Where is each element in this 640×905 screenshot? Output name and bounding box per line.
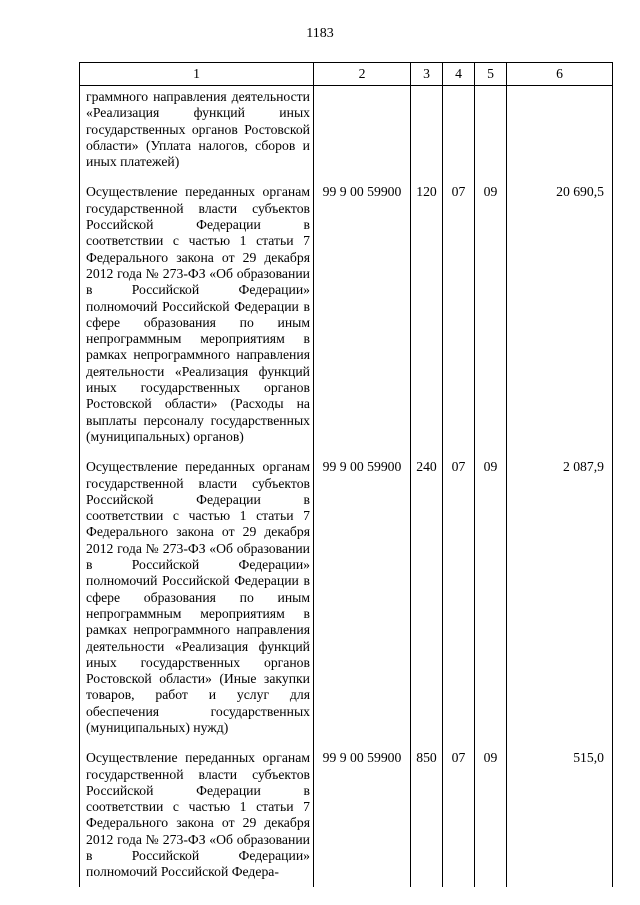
section-code	[443, 86, 475, 183]
table-row	[80, 457, 613, 748]
page-number: 1183	[306, 26, 334, 41]
column-header-3: 3	[411, 63, 443, 86]
section-code: 07	[443, 182, 475, 457]
row-description: Осуществление переданных органам государственной власти субъектов Российской Федерации в соответствии с частью 1 статьи 7 Федерального закона от 29 декабря 2012 года № 273-ФЗ «Об образовании в Российской Федерации» полномочий Российской Федера-	[80, 748, 314, 886]
budget-table	[79, 62, 613, 887]
expense-type-code: 240	[411, 457, 443, 748]
section-code: 07	[443, 457, 475, 748]
column-header-6: 6	[507, 63, 613, 86]
expense-type-code	[411, 86, 443, 183]
amount: 2 087,9	[507, 457, 613, 748]
target-article-code	[314, 86, 411, 183]
table-row	[80, 748, 613, 886]
column-header-1: 1	[80, 63, 314, 86]
column-header-2: 2	[314, 63, 411, 86]
row-description: Осуществление переданных органам государственной власти субъектов Российской Федерации в соответствии с частью 1 статьи 7 Федерального закона от 29 декабря 2012 года № 273-ФЗ «Об образовании в Российской Федерации» полномочий Российской Федерации в сфере образования по иным непрограммным мероприятиям в рамках непрограммного направления деятельности «Реализация функций иных государственных органов Ростовской области» (Расходы на выплаты персоналу государственных (муниципальных) органов)	[80, 182, 314, 457]
row-description: Осуществление переданных органам государственной власти субъектов Российской Федерации в соответствии с частью 1 статьи 7 Федерального закона от 29 декабря 2012 года № 273-ФЗ «Об образовании в Российской Федерации» полномочий Российской Федерации в сфере образования по иным непрограммным мероприятиям в рамках непрограммного направления деятельности «Реализация функций иных государственных органов Ростовской области» (Иные закупки товаров, работ и услуг для обеспечения государственных (муниципальных) нужд)	[80, 457, 314, 748]
column-header-4: 4	[443, 63, 475, 86]
amount: 20 690,5	[507, 182, 613, 457]
expense-type-code: 850	[411, 748, 443, 886]
subsection-code: 09	[475, 182, 507, 457]
target-article-code: 99 9 00 59900	[314, 182, 411, 457]
subsection-code: 09	[475, 457, 507, 748]
expense-type-code: 120	[411, 182, 443, 457]
subsection-code: 09	[475, 748, 507, 886]
row-description: граммного направления деятельности «Реализация функций иных государственных органов Ростовской области» (Уплата налогов, сборов и иных платежей)	[80, 86, 314, 183]
table-row	[80, 182, 613, 457]
table-header-row	[80, 63, 613, 86]
column-header-5: 5	[475, 63, 507, 86]
section-code: 07	[443, 748, 475, 886]
subsection-code	[475, 86, 507, 183]
amount	[507, 86, 613, 183]
target-article-code: 99 9 00 59900	[314, 457, 411, 748]
amount: 515,0	[507, 748, 613, 886]
target-article-code: 99 9 00 59900	[314, 748, 411, 886]
table-row	[80, 86, 613, 183]
